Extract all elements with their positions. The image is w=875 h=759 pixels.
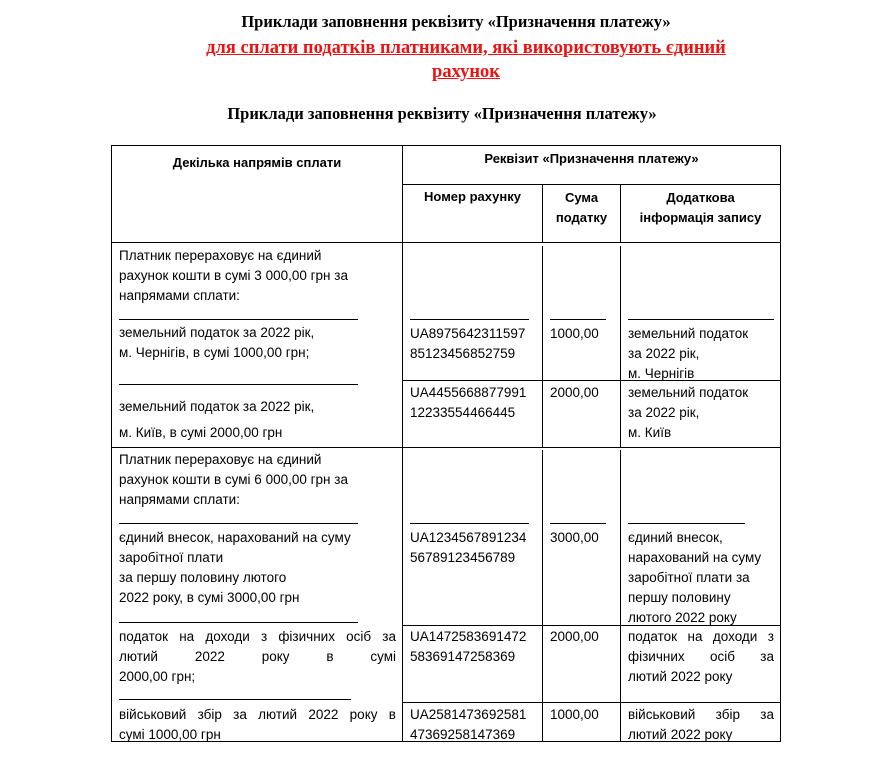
word: року <box>349 707 378 722</box>
document-subtitle-line: для сплати податків платниками, які використовують єдиний <box>206 38 726 58</box>
word: за <box>382 629 396 644</box>
text-line: м. Чернігів <box>628 366 695 381</box>
text-line: земельний податок за 2022 рік, <box>119 325 315 340</box>
example2-item3-sum: 1000,00 <box>550 707 599 722</box>
text-line: 85123456852759 <box>410 346 516 361</box>
word: податок <box>628 629 678 644</box>
text-line: лютого 2022 року <box>628 610 737 625</box>
text-line: м. Чернігів, в сумі 1000,00 грн; <box>119 345 310 360</box>
section-title: Приклади заповнення реквізиту «Призначення платежу» <box>227 104 657 123</box>
separator-line <box>119 384 358 385</box>
text-line: UA8975642311597 <box>410 326 526 341</box>
text-line: земельний податок <box>628 326 749 341</box>
text-line: 2000,00 грн; <box>119 669 196 684</box>
text-line: єдиний внесок, <box>628 530 723 545</box>
document-title: Приклади заповнення реквізиту «Призначення платежу» <box>241 12 671 31</box>
word: доходи <box>712 629 758 644</box>
example2-item3-info <box>628 705 774 745</box>
text-line: заробітної плати <box>119 550 224 565</box>
word: з <box>260 629 268 644</box>
header-line: податку <box>555 210 608 225</box>
text-line: Платник перераховує на єдиний <box>119 248 322 263</box>
word: фізичних <box>628 649 685 664</box>
text-line: рахунок кошти в сумі 3 000,00 грн за <box>119 268 348 283</box>
word: за <box>760 707 774 722</box>
example2-item3-account <box>410 705 526 745</box>
text-line: UA1472583691472 <box>410 629 527 644</box>
example2-item2-info <box>628 627 774 687</box>
text-line: Платник перераховує на єдиний <box>119 452 322 467</box>
text-line <box>119 627 396 647</box>
example2-intro <box>119 450 348 510</box>
word: військовий <box>119 707 187 722</box>
word: лютий <box>119 649 158 664</box>
text-line: напрямами сплати: <box>119 288 240 303</box>
example2-item2 <box>119 627 396 687</box>
separator-line <box>410 319 529 320</box>
separator-line <box>550 319 606 320</box>
example1-item2-account <box>410 383 526 423</box>
example1-item2-sum: 2000,00 <box>550 385 599 400</box>
text-line: земельний податок <box>628 385 749 400</box>
text-line: за першу половину лютого <box>119 570 287 585</box>
word: в <box>388 707 396 722</box>
example2-item2-sum: 2000,00 <box>550 629 599 644</box>
word: військовий <box>628 707 696 722</box>
column-header-directions: Декілька напрямів сплати <box>172 155 342 170</box>
word: збір <box>715 707 740 722</box>
example1-item1 <box>119 323 314 363</box>
text-line: єдиний внесок, нарахований на суму <box>119 530 351 545</box>
word: доходи <box>205 629 250 644</box>
word: осіб <box>346 629 372 644</box>
text-line: 2022 року, в сумі 3000,00 грн <box>119 590 300 605</box>
word: збір <box>197 707 222 722</box>
example2-item1-account <box>410 528 526 568</box>
example2-item1-sum: 3000,00 <box>550 530 599 545</box>
header-line: Додаткова <box>666 190 735 205</box>
column-header-account: Номер рахунку <box>424 189 521 204</box>
separator-line <box>628 319 774 320</box>
example2-item1 <box>119 528 351 608</box>
word: осіб <box>709 649 735 664</box>
word: лютий <box>258 707 298 722</box>
separator-line <box>550 523 606 524</box>
text-line: лютий 2022 року <box>628 727 733 742</box>
separator-line <box>119 319 358 320</box>
word: податок <box>119 629 169 644</box>
word: року <box>261 649 290 664</box>
text-line: м. Київ <box>628 425 672 440</box>
separator-line <box>119 699 351 700</box>
text-line: 56789123456789 <box>410 550 516 565</box>
separator-line <box>628 523 745 524</box>
text-line <box>119 647 396 667</box>
text-line: за 2022 рік, <box>628 346 700 361</box>
word: сумі <box>370 649 396 664</box>
column-header-info <box>621 188 780 228</box>
example1-item1-account <box>410 324 525 364</box>
text-line: 12233554466445 <box>410 405 516 420</box>
example1-intro <box>119 246 348 306</box>
column-header-sum <box>543 188 620 228</box>
separator-line <box>119 523 358 524</box>
text-line: UA2581473692581 <box>410 707 527 722</box>
word: з <box>767 629 774 644</box>
example1-item2-info <box>628 383 748 443</box>
document-subtitle-line: рахунок <box>432 62 500 82</box>
text-line: сумі 1000,00 грн <box>119 727 221 742</box>
word: на <box>687 629 703 644</box>
text-line: UA1234567891234 <box>410 530 527 545</box>
example2-item2-account <box>410 627 526 667</box>
word: фізичних <box>278 629 335 644</box>
word: на <box>179 629 195 644</box>
example1-item2-line1: земельний податок за 2022 рік, <box>119 399 315 414</box>
text-line: напрямами сплати: <box>119 492 240 507</box>
word: за <box>760 649 774 664</box>
text-line: лютий 2022 року <box>628 669 733 684</box>
example2-item1-info <box>628 528 761 628</box>
header-line: Сума <box>564 190 599 205</box>
word: 2022 <box>194 649 225 664</box>
word: в <box>326 649 334 664</box>
text-line <box>628 647 774 667</box>
text-line: UA4455668877991 <box>410 385 527 400</box>
text-line <box>628 627 774 647</box>
text-line: за 2022 рік, <box>628 405 700 420</box>
text-line: 58369147258369 <box>410 649 516 664</box>
text-line: заробітної плати за <box>628 570 750 585</box>
column-header-requisite: Реквізит «Призначення платежу» <box>484 151 699 166</box>
word: за <box>233 707 247 722</box>
text-line: нарахований на суму <box>628 550 762 565</box>
header-line: інформація запису <box>639 210 762 225</box>
word: 2022 <box>308 707 339 722</box>
example1-item1-sum: 1000,00 <box>550 326 599 341</box>
separator-line <box>119 622 358 623</box>
text-line: рахунок кошти в сумі 6 000,00 грн за <box>119 472 348 487</box>
example1-item2-line2: м. Київ, в сумі 2000,00 грн <box>119 425 283 440</box>
text-line: 47369258147369 <box>410 727 516 742</box>
text-line: першу половину <box>628 590 731 605</box>
example2-item3 <box>119 705 396 745</box>
example1-item1-info <box>628 324 748 384</box>
text-line <box>119 705 396 725</box>
text-line <box>628 705 774 725</box>
separator-line <box>410 523 529 524</box>
